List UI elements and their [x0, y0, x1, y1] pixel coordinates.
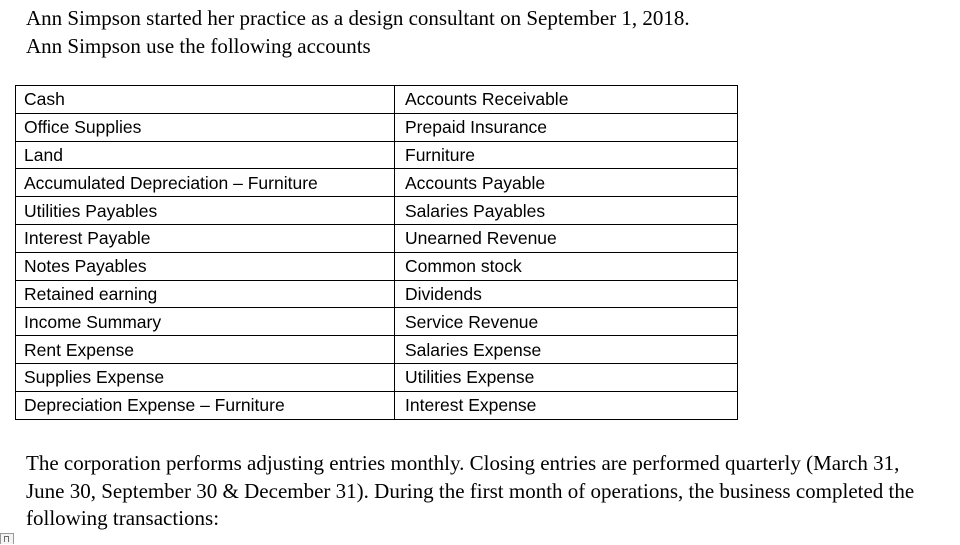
accounts-table — [15, 85, 738, 420]
table-row — [16, 308, 738, 336]
account-cell: Salaries Payables — [395, 197, 738, 225]
table-row — [16, 280, 738, 308]
account-cell: Dividends — [395, 280, 738, 308]
account-cell: Prepaid Insurance — [395, 113, 738, 141]
table-row — [16, 169, 738, 197]
account-cell: Retained earning — [16, 280, 395, 308]
account-cell: Supplies Expense — [16, 363, 395, 391]
table-row — [16, 86, 738, 114]
account-cell: Accumulated Depreciation – Furniture — [16, 169, 395, 197]
account-cell: Furniture — [395, 141, 738, 169]
table-row — [16, 197, 738, 225]
closing-paragraph: The corporation performs adjusting entries monthly. Closing entries are performed quarterly (March 31, June 30, September 30 & December 31). During the first month of operations, the business completed the following transactions: — [26, 451, 915, 530]
account-cell: Office Supplies — [16, 113, 395, 141]
table-row — [16, 224, 738, 252]
account-cell: Salaries Expense — [395, 336, 738, 364]
intro-paragraph — [26, 4, 690, 60]
account-cell: Interest Expense — [395, 391, 738, 419]
table-row — [16, 141, 738, 169]
account-cell: Unearned Revenue — [395, 224, 738, 252]
account-cell: Accounts Receivable — [395, 86, 738, 114]
account-cell: Utilities Payables — [16, 197, 395, 225]
table-row — [16, 336, 738, 364]
intro-line-2: Ann Simpson use the following accounts — [26, 34, 371, 58]
account-cell: Rent Expense — [16, 336, 395, 364]
paste-options-icon[interactable] — [0, 533, 14, 544]
account-cell: Cash — [16, 86, 395, 114]
table-row — [16, 363, 738, 391]
account-cell: Income Summary — [16, 308, 395, 336]
intro-line-1: Ann Simpson started her practice as a design consultant on September 1, 2018. — [26, 6, 690, 30]
account-cell: Depreciation Expense – Furniture — [16, 391, 395, 419]
table-row — [16, 113, 738, 141]
account-cell: Utilities Expense — [395, 363, 738, 391]
table-row — [16, 252, 738, 280]
account-cell: Land — [16, 141, 395, 169]
account-cell: Accounts Payable — [395, 169, 738, 197]
table-row — [16, 391, 738, 419]
account-cell: Service Revenue — [395, 308, 738, 336]
account-cell: Notes Payables — [16, 252, 395, 280]
account-cell: Common stock — [395, 252, 738, 280]
account-cell: Interest Payable — [16, 224, 395, 252]
